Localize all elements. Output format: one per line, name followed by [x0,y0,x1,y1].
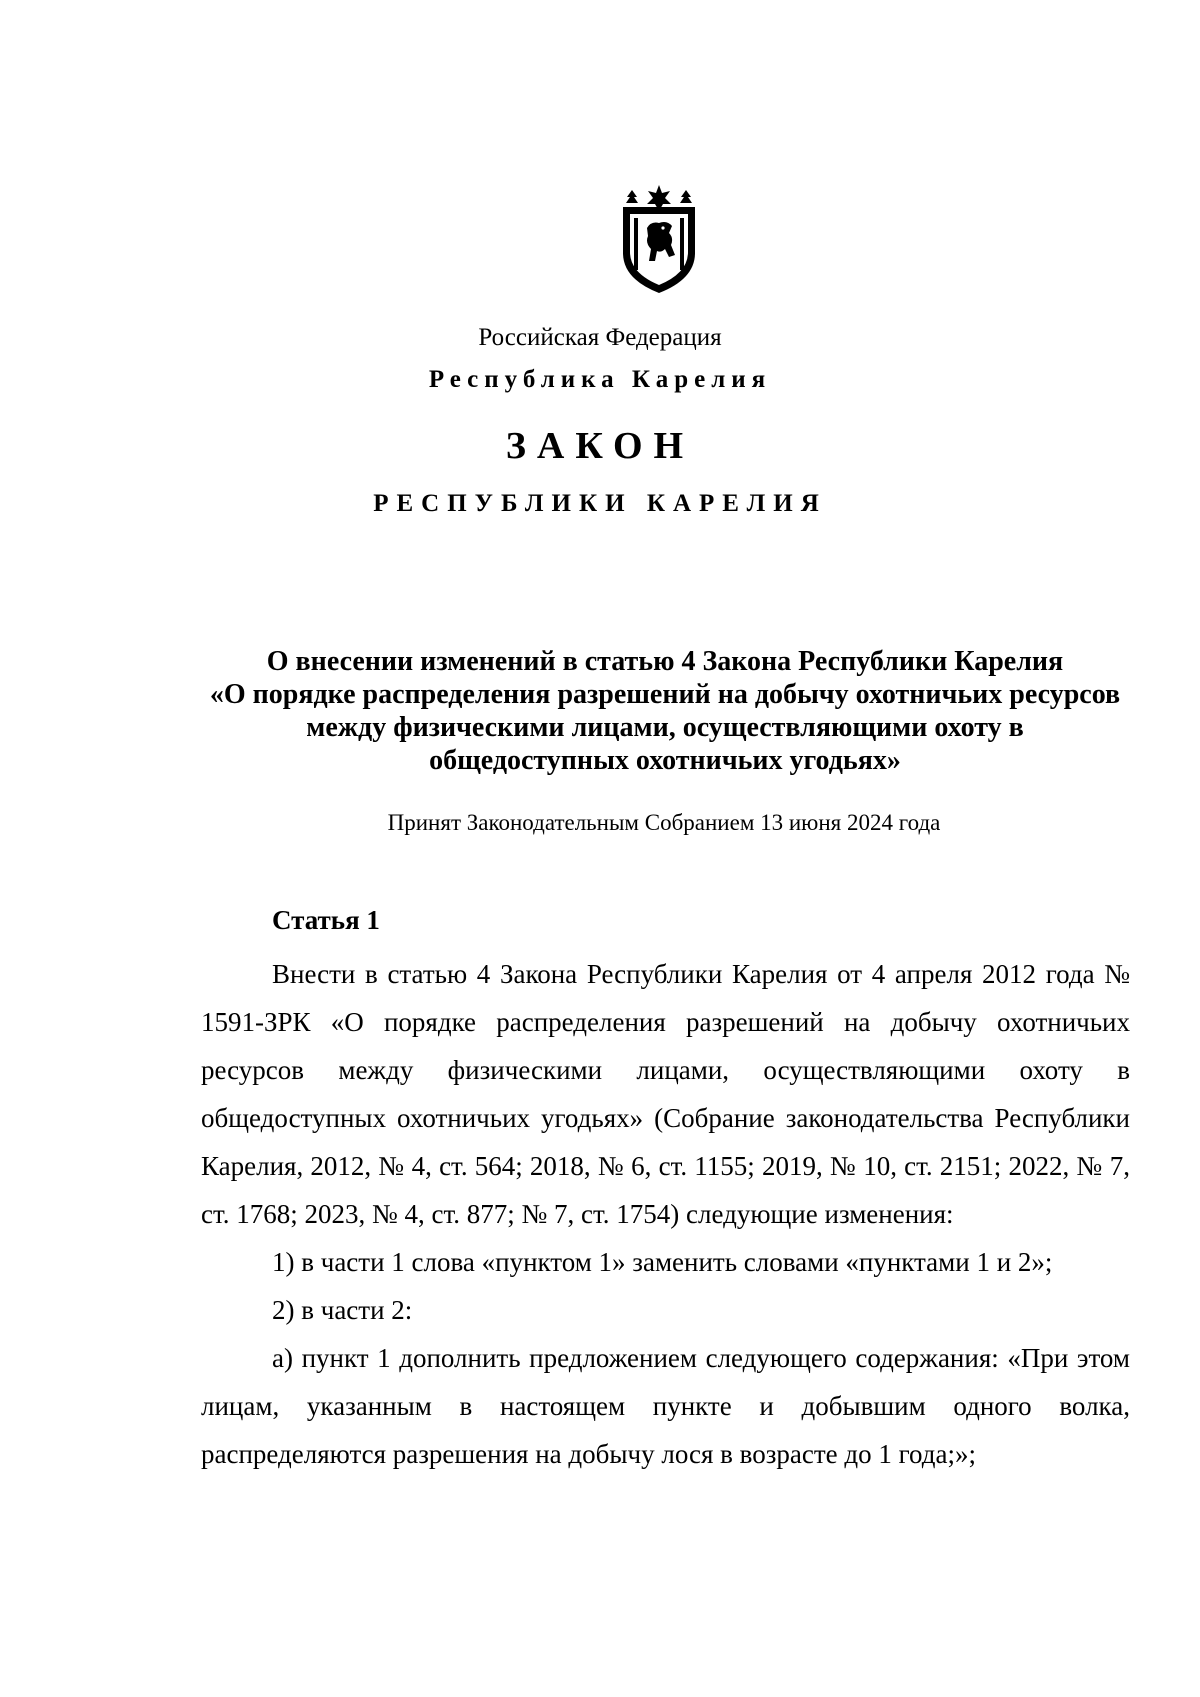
republic-name: Республика Карелия [428,366,772,393]
article-item-2a: а) пункт 1 дополнить предложением следующего содержания: «При этом лицам, указанным в настоящем пункте и добывшим одного волка, распределяются разрешения на добычу лося в возрасте до 1 года;»; [201,1343,1130,1469]
law-title [200,645,1130,777]
article-body [201,950,1130,1478]
law-title-line: «О порядке распределения разрешений на добычу охотничьих ресурсов [209,679,1121,710]
karelia-coat-of-arms-icon [617,183,701,295]
article-item-1: 1) в части 1 слова «пунктом 1» заменить словами «пунктами 1 и 2»; [272,1247,1053,1277]
article-intro-paragraph: Внести в статью 4 Закона Республики Карелия от 4 апреля 2012 года № 1591-ЗРК «О порядке распределения разрешений на добычу охотничьих ресурсов между физическими лицами, осуществляющими охоту в общедоступных охотничьих угодьях» (Собрание законодательства Республики Карелия, 2012, № 4, ст. 564; 2018, № 6, ст. 1155; 2019, № 10, ст. 2151; 2022, № 7, ст. 1768; 2023, № 4, ст. 877; № 7, ст. 1754) следующие изменения: [201,959,1130,1229]
law-title-line: между физическими лицами, осуществляющими охоту в [306,712,1024,743]
law-title-line: общедоступных охотничьих угодьях» [429,745,901,776]
article-item-2: 2) в части 2: [272,1295,413,1325]
law-title-line: О внесении изменений в статью 4 Закона Республики Карелия [266,646,1064,677]
country-name: Российская Федерация [478,324,722,351]
document-type: ЗАКОН [505,425,695,467]
document-type-issuer: РЕСПУБЛИКИ КАРЕЛИЯ [373,490,827,517]
article-heading: Статья 1 [272,905,380,935]
adoption-note: Принят Законодательным Собранием 13 июня 2024 года [387,810,941,835]
